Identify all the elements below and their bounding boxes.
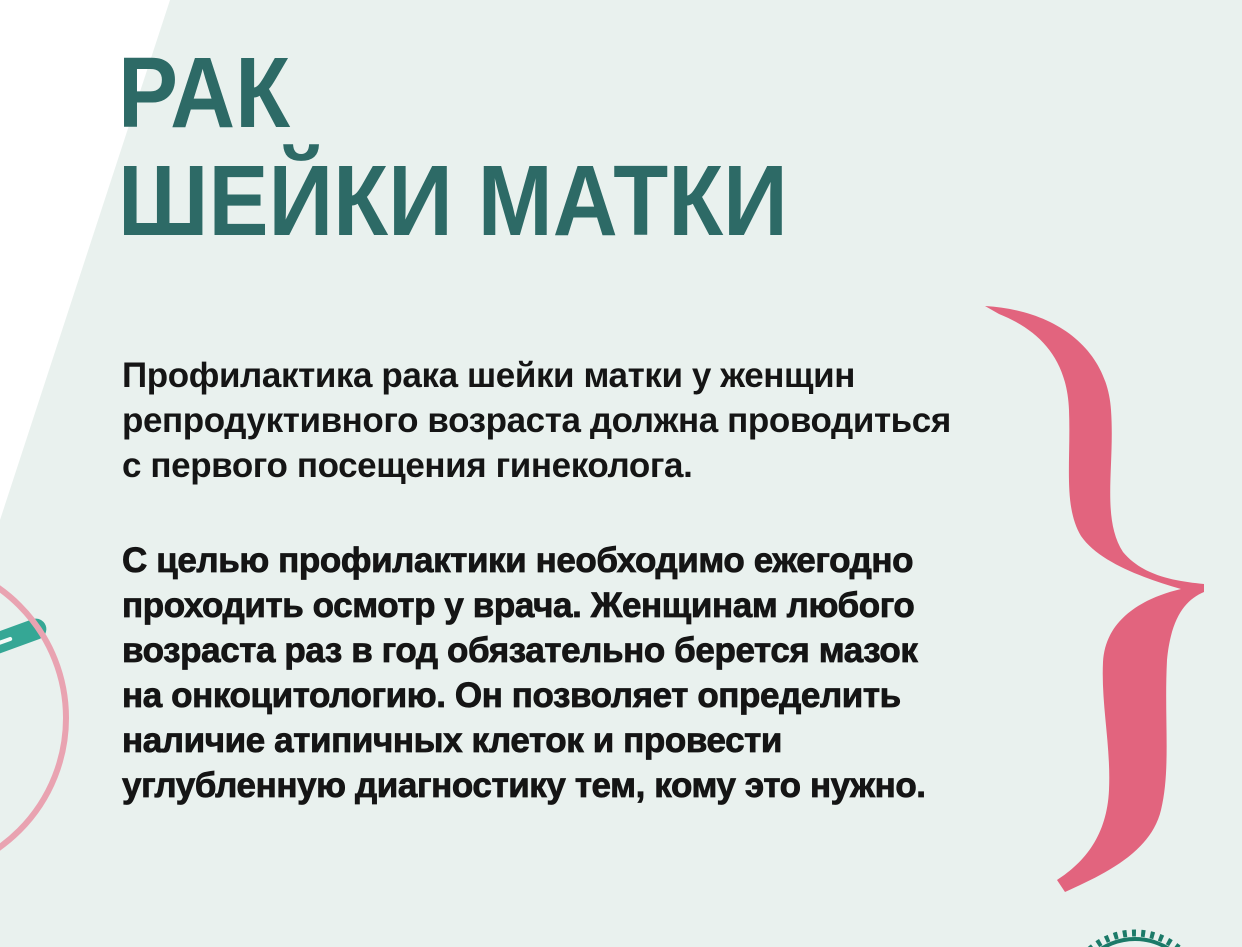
intro-line: Профилактика рака шейки матки у женщин: [122, 356, 856, 395]
body-line: наличие атипичных клеток и провести: [122, 721, 783, 760]
title-line-2: ШЕЙКИ МАТКИ: [118, 145, 788, 257]
body-line: возраста раз в год обязательно берется мазок: [122, 631, 918, 670]
body-line: на онкоцитологию. Он позволяет определить: [122, 676, 901, 715]
circle-outline-icon: [0, 556, 69, 880]
body-line: углубленную диагностику тем, кому это нужно.: [122, 766, 926, 805]
body-line: С целью профилактики необходимо ежегодно: [122, 541, 914, 580]
body-paragraph: [122, 538, 926, 808]
page-title: [118, 39, 788, 255]
intro-line: с первого посещения гинеколога.: [122, 446, 693, 485]
body-line: проходить осмотр у врача. Женщинам любого: [122, 586, 915, 625]
intro-line: репродуктивного возраста должна проводиться: [122, 401, 951, 440]
curly-brace-right-icon: [975, 300, 1215, 900]
title-line-1: РАК: [118, 37, 291, 149]
seal-stamp-icon: [1055, 922, 1215, 947]
intro-paragraph: [122, 353, 951, 488]
